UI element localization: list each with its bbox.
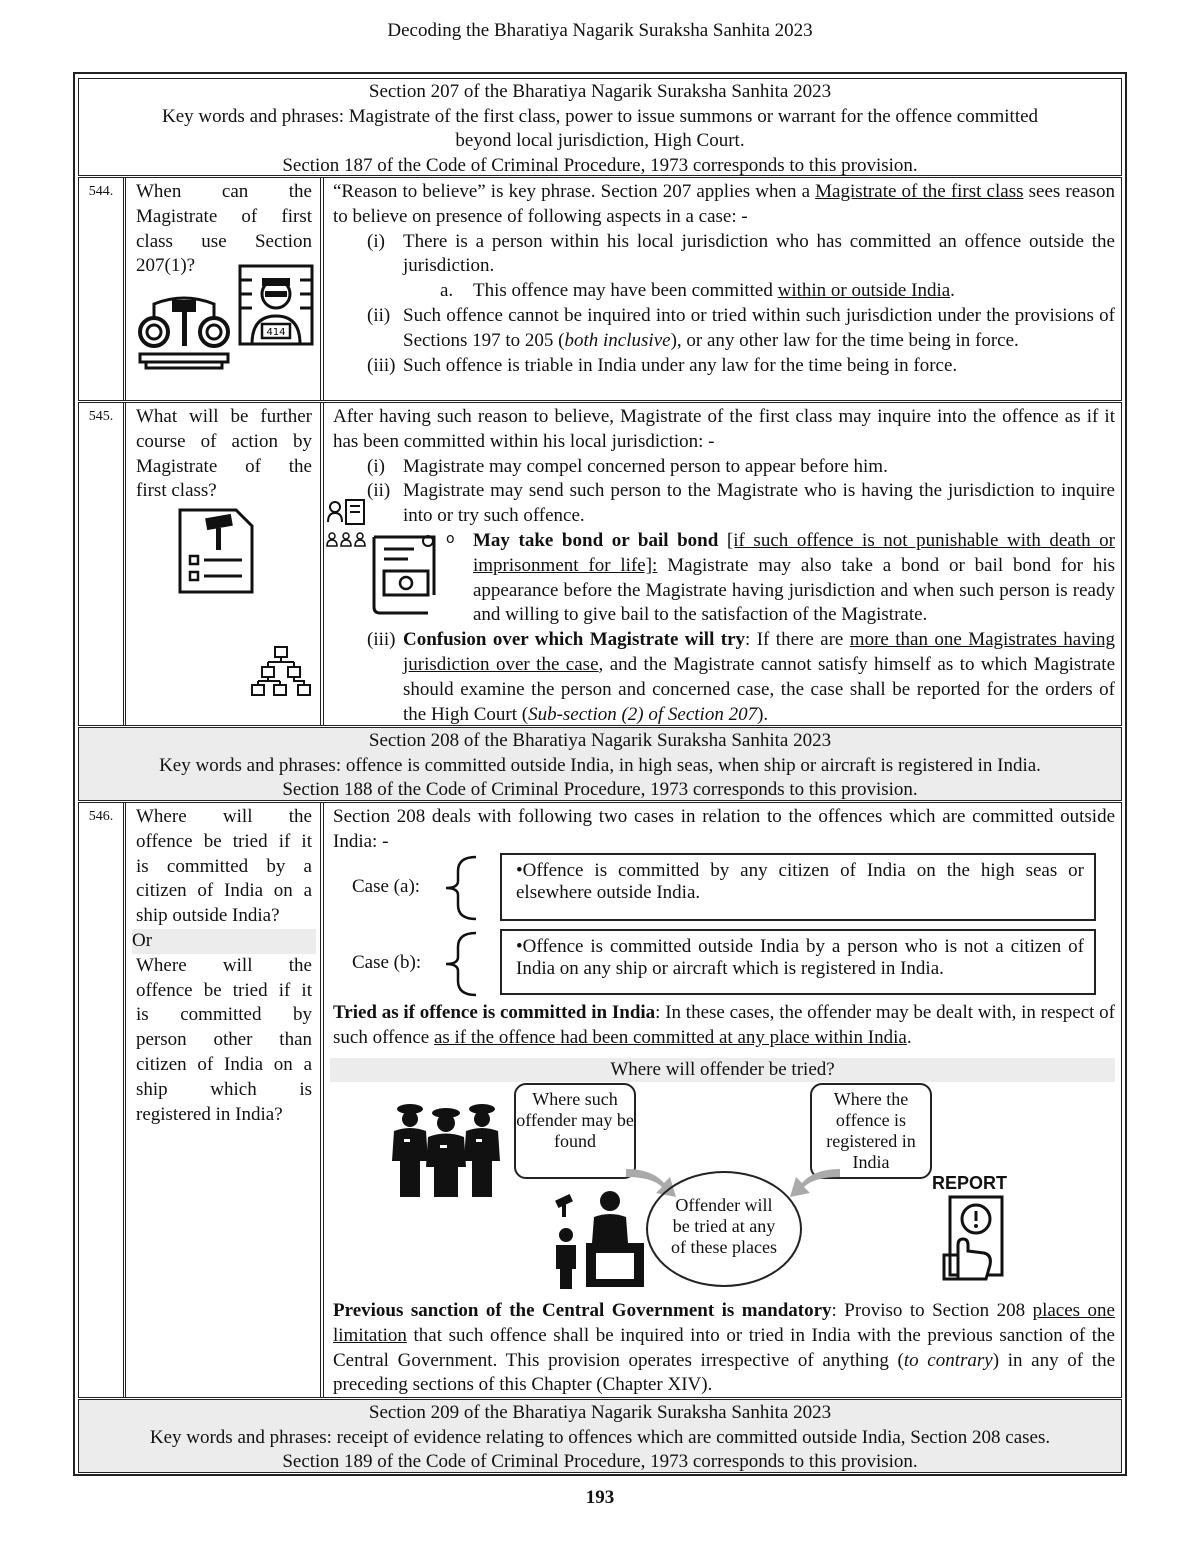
question-text: 207(1)? — [136, 255, 196, 277]
question-text: ship outside India? — [136, 905, 280, 927]
brace-b — [442, 931, 478, 997]
section-207-corresponds: Section 187 of the Code of Criminal Procedure, 1973 corresponds to this provision. — [282, 154, 918, 176]
section-208-title: Section 208 of the Bharatiya Nagarik Suraksha Sanhita 2023 — [368, 730, 832, 751]
callout-where-registered: Where the offence is registered in India — [810, 1083, 932, 1179]
list-item: (iii) Such offence is triable in India under any law for the time being in force. — [367, 354, 958, 376]
svg-text:414: 414 — [266, 327, 286, 338]
list-item: (i) Magistrate may compel concerned person to appear before him. — [367, 455, 888, 477]
answer-cell — [323, 178, 1121, 400]
section-209-corresponds: Section 189 of the Code of Criminal Procedure, 1973 corresponds to this provision. — [282, 1451, 918, 1472]
list-item: o May take bond or bail bond [if such offence is not punishable with death or imprisonment for life]: Magistrate may also take a bond or bail bond for his appearance before the Magistrate having jurisdiction and when such person is ready and willing to give bail to the satisfaction of the Magistrate. — [446, 529, 1115, 626]
question-cell — [125, 803, 321, 1397]
case-b-label: Case (b): — [352, 952, 422, 973]
section-208-keywords: Key words and phrases: offence is committed outside India, in high seas, when ship or aircraft is registered in India. — [159, 754, 1041, 776]
tried-paragraph: Tried as if offence is committed in India: In these cases, the offender may be dealt with, in respect of such offence as if the offence had been committed at any place within India. — [333, 1002, 1116, 1048]
judge-courtroom-icon — [550, 1183, 648, 1293]
section-209-keywords: Key words and phrases: receipt of evidence relating to offences which are committed outside India, Section 208 cases. — [149, 1426, 1051, 1448]
answer-intro: Section 208 deals with following two cases in relation to the offences which are committed outside India: - — [333, 806, 1115, 852]
callout-where-found: Where such offender may be found — [514, 1083, 636, 1179]
center-ellipse: Offender will be tried at any of these places — [646, 1171, 802, 1287]
legal-document-gavel-icon — [176, 506, 256, 596]
question-text: registered in India? — [136, 1103, 283, 1125]
question-text: offence be tried if it — [136, 979, 312, 1001]
question-cell — [125, 178, 321, 400]
question-text: offence be tried if it — [136, 830, 312, 852]
question-text: Magistrate of the — [136, 455, 312, 477]
question-text: citizen of India on a — [136, 1053, 312, 1075]
question-text: is committed by — [136, 1004, 312, 1026]
question-text: Where will the — [136, 954, 312, 976]
prisoner-mugshot-icon — [238, 264, 314, 346]
section-207-keywords: Key words and phrases: Magistrate of the first class, power to issue summons or warrant for the offence committed — [161, 105, 1039, 127]
row-number: 546. — [79, 803, 124, 1397]
case-a-label: Case (a): — [352, 876, 421, 897]
section-208-header — [78, 727, 1122, 801]
question-text: What will be further — [136, 406, 312, 427]
handcuffs-gavel-icon — [136, 290, 232, 372]
report-hand-icon — [930, 1195, 1010, 1281]
or-divider: Or — [132, 929, 316, 954]
table-row-545 — [78, 402, 1122, 726]
hierarchy-icon — [250, 645, 312, 697]
list-item: a. This offence may have been committed within or outside India. — [440, 280, 955, 302]
report-label: REPORT — [932, 1173, 1008, 1193]
case-a-box: •Offence is committed by any citizen of India on the high seas or elsewhere outside India. — [500, 853, 1096, 921]
arrow-icon — [782, 1163, 842, 1203]
section-209-title: Section 209 of the Bharatiya Nagarik Suraksha Sanhita 2023 — [368, 1402, 832, 1423]
question-text: citizen of India on a — [136, 880, 312, 902]
case-b-box: •Offence is committed outside India by a person who is not a citizen of India on any ship or aircraft which is registered in India. — [500, 929, 1096, 995]
question-text: is committed by a — [136, 855, 312, 877]
page-number: 193 — [585, 1487, 615, 1508]
list-item: (iii) Confusion over which Magistrate will try: If there are more than one Magistrates having jurisdiction over the case, and the Magistrate cannot satisfy himself as to which Magistrate should examine the person and concerned case, the case shall be reported for the orders of the High Court (Sub-section (2) of Section 207). — [367, 629, 1115, 725]
brace-a — [442, 855, 478, 921]
answer-cell — [323, 803, 1121, 1397]
question-text: Magistrate of first — [136, 205, 312, 227]
table-row-546 — [78, 802, 1122, 1398]
section-207-keywords-cont: beyond local jurisdiction, High Court. — [455, 130, 745, 151]
list-item: (i) There is a person within his local jurisdiction who has committed an offence outside the jurisdiction. — [367, 230, 1115, 277]
row-number: 545. — [79, 403, 124, 725]
bail-bond-document-icon — [364, 533, 440, 615]
police-officers-icon — [386, 1099, 506, 1199]
question-text: person other than — [136, 1029, 312, 1051]
question-text: ship which is — [136, 1078, 312, 1100]
row-number: 544. — [79, 178, 124, 400]
table-row-544 — [78, 177, 1122, 401]
question-text: Where will the — [136, 806, 312, 827]
answer-intro: “Reason to believe” is key phrase. Section 207 applies when a Magistrate of the first class sees reason to believe on presence of following aspects in a case: - — [333, 181, 1115, 227]
previous-sanction-paragraph: Previous sanction of the Central Government is mandatory: Proviso to Section 208 places one limitation that such offence shall be inquired into or tried in India with the previous sanction of the Central Government. This provision operates irrespective of anything (to contrary) in any of the preceding sections of this Chapter (Chapter XIV). — [333, 1300, 1115, 1396]
section-207-title: Section 207 of the Bharatiya Nagarik Suraksha Sanhita 2023 — [368, 81, 832, 102]
where-tried-title: Where will offender be tried? — [330, 1058, 1115, 1082]
list-item: (ii) Magistrate may send such person to the Magistrate who is having the jurisdiction to inquire into or try such offence. — [367, 480, 1115, 527]
section-208-corresponds: Section 188 of the Code of Criminal Procedure, 1973 corresponds to this provision. — [282, 779, 918, 800]
question-text: course of action by — [136, 430, 312, 452]
answer-intro: After having such reason to believe, Magistrate of the first class may inquire into the offence as if it has been committed within his local jurisdiction: - — [333, 406, 1115, 452]
question-cell — [125, 403, 321, 725]
question-text: first class? — [136, 480, 217, 502]
question-text: class use Section — [136, 230, 312, 252]
page-header: Decoding the Bharatiya Nagarik Suraksha Sanhita 2023 — [387, 20, 813, 41]
section-207-header — [78, 78, 1122, 176]
list-item: (ii) Such offence cannot be inquired into or tried within such jurisdiction under the provisions of Sections 197 to 205 (both inclusive), or any other law for the time being in force. — [367, 304, 1115, 351]
section-209-header — [78, 1399, 1122, 1473]
question-text: When can the — [136, 181, 312, 202]
answer-cell — [323, 403, 1121, 725]
